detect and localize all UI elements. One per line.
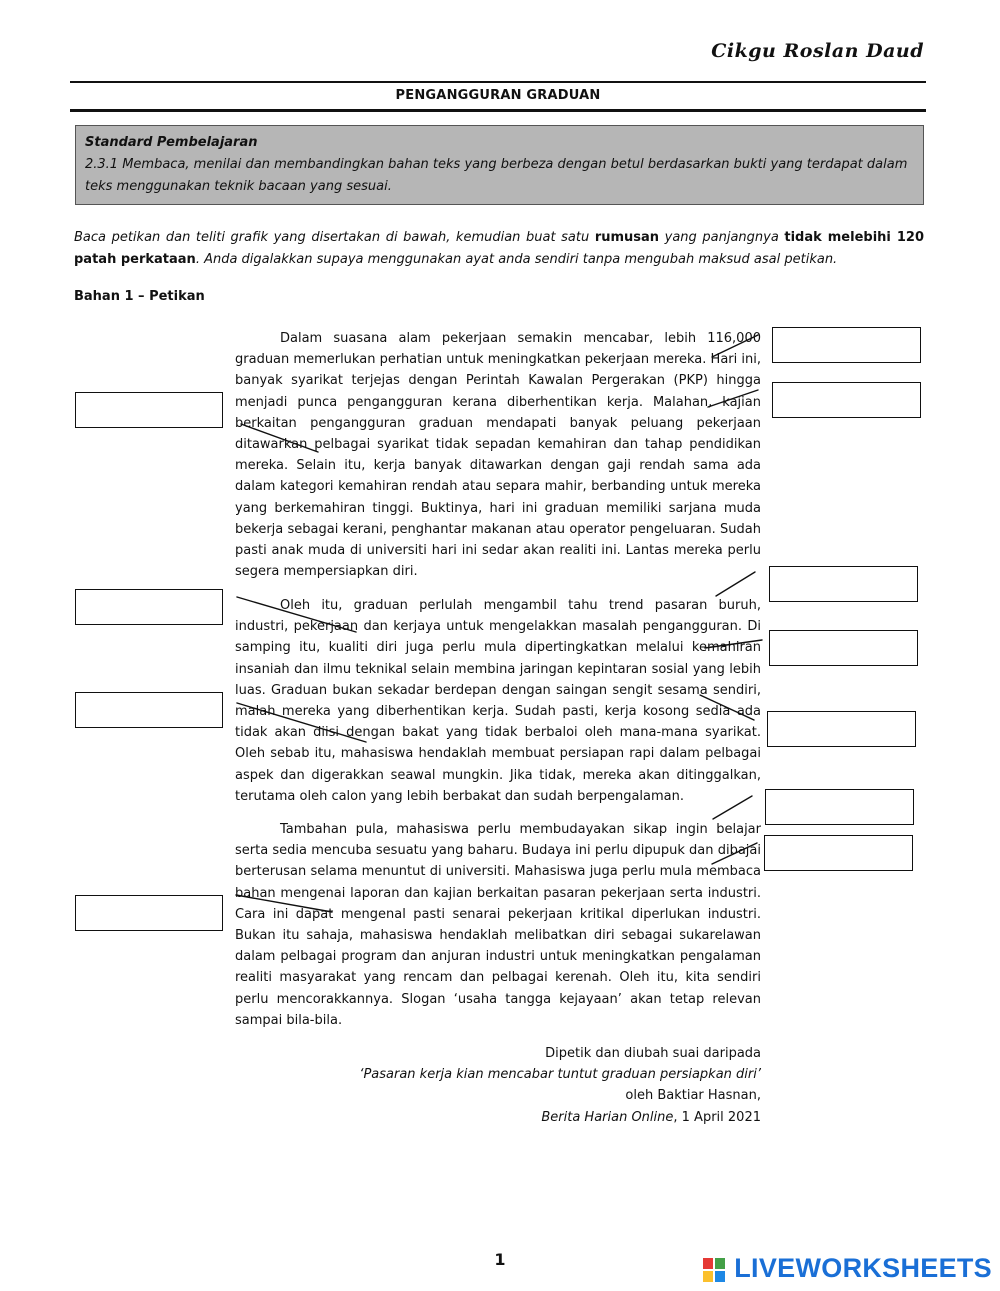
answer-box-left-2[interactable] <box>75 589 223 625</box>
header-rule-top <box>70 81 926 83</box>
source-line-3: oleh Baktiar Hasnan, <box>625 1088 761 1104</box>
answer-box-right-7[interactable] <box>764 835 913 871</box>
instruction-bold-summary: rumusan <box>594 230 660 245</box>
answer-box-right-6[interactable] <box>765 789 914 825</box>
answer-box-right-1[interactable] <box>772 327 921 363</box>
material-label: Bahan 1 – Petikan <box>74 289 205 304</box>
source-line-1: Dipetik dan diubah suai daripada <box>545 1046 761 1061</box>
source-line-4 <box>300 1107 761 1128</box>
page-number: 1 <box>494 1250 506 1269</box>
answer-box-right-2[interactable] <box>772 382 921 418</box>
paragraph-1-text: Dalam suasana alam pekerjaan semakin mencabar, lebih 116,000 graduan memerlukan perhatian untuk meningkatkan pekerjaan mereka. Hari ini, banyak syarikat terjejas dengan Perintah Kawalan Pergerakan (PKP) hingga menjadi punca pengangguran kerana diberhentikan kerja. Malahan, kajian berkaitan pengangguran graduan mendapati banyak peluang pekerjaan ditawarkan pelbagai syarikat tidak sepadan kemahiran dan tahap pendidikan mereka. Selain itu, kerja banyak ditawarkan dengan gaji rendah sama ada dalam kategori kemahiran rendah atau separa mahir, berbanding untuk mereka yang berkemahiran tinggi. Buktinya, hari ini graduan memiliki sarjana muda bekerja sebagai kerani, penghantar makanan atau operator pengeluaran. Sudah pasti anak muda di universiti hari ini sedar akan realiti ini. Lantas mereka perlu segera mempersiapkan diri. <box>235 331 761 580</box>
answer-box-left-3[interactable] <box>75 692 223 728</box>
passage-paragraph-2 <box>235 595 761 807</box>
brand-watermark[interactable]: LIVEWORKSHEETS <box>734 1253 992 1283</box>
page-title: PENGANGGURAN GRADUAN <box>395 88 601 103</box>
answer-box-right-4[interactable] <box>769 630 918 666</box>
source-date: , 1 April 2021 <box>673 1109 761 1125</box>
liveworksheets-logo-icon <box>703 1258 725 1282</box>
header-rule-bottom <box>70 109 926 112</box>
paragraph-3-text: Tambahan pula, mahasiswa perlu membudayakan sikap ingin belajar serta sedia mencuba sesuatu yang baharu. Budaya ini perlu dipupuk dan dibajai berterusan selama menuntut di universiti. Mahasiswa juga perlu mula membaca bahan mengenai laporan dan kajian berkaitan pasaran pekerjaan serta industri. Cara ini dapat mengenal pasti senarai pekerjaan kritikal diperlukan industri. Bukan itu sahaja, mahasiswa hendaklah melibatkan diri sebagai sukarelawan dalam pelbagai program dan anjuran industri untuk meningkatkan pengalaman realiti masyarakat yang rencam dan pelbagai kerenah. Oleh itu, kita sendiri perlu mencorakkannya. Slogan ‘usaha tangga kejayaan’ akan tetap relevan sampai bila-bila. <box>235 822 761 1028</box>
author-signature: Cikgu Roslan Daud <box>711 40 924 62</box>
instruction-text <box>74 227 924 271</box>
answer-box-right-3[interactable] <box>769 566 918 602</box>
instruction-bold-limit: tidak melebihi 120 patah perkataan <box>74 230 924 267</box>
instruction-part3: . Anda digalakkan supaya menggunakan ayat anda sendiri tanpa mengubah maksud asal petikan. <box>195 252 838 267</box>
source-citation <box>300 1043 761 1128</box>
instruction-part2: yang panjangnya <box>659 230 785 245</box>
learning-standard-box <box>75 125 924 205</box>
answer-box-left-4[interactable] <box>75 895 223 931</box>
passage-paragraph-1 <box>235 328 761 582</box>
answer-box-left-1[interactable] <box>75 392 223 428</box>
passage-paragraph-3 <box>235 819 761 1031</box>
source-publication: Berita Harian Online <box>541 1109 674 1125</box>
answer-box-right-5[interactable] <box>767 711 916 747</box>
instruction-part1: Baca petikan dan teliti grafik yang disertakan di bawah, kemudian buat satu <box>74 230 595 245</box>
standard-text: 2.3.1 Membaca, menilai dan membandingkan bahan teks yang berbeza dengan betul berdasarkan bukti yang terdapat dalam teks menggunakan teknik bacaan yang sesuai. <box>85 157 908 194</box>
source-line-2: ‘Pasaran kerja kian mencabar tuntut graduan persiapkan diri’ <box>359 1067 761 1083</box>
standard-label: Standard Pembelajaran <box>85 135 258 150</box>
paragraph-2-text: Oleh itu, graduan perlulah mengambil tahu trend pasaran buruh, industri, pekerjaan dan kerjaya untuk mengelakkan masalah pengangguran. Di samping itu, kualiti diri juga perlu mula dipertingkatkan melalui kemahiran insaniah dan ilmu teknikal selain membina jaringan kepintaran sosial yang lebih luas. Graduan bukan sekadar berdepan dengan saingan sengit sesama sendiri, malah mereka yang diberhentikan kerja. Sudah pasti, kerja kosong sedia ada tidak akan diisi dengan bakat yang tidak berbaloi oleh mana-mana syarikat. Oleh sebab itu, mahasiswa hendaklah membuat persiapan rapi dalam pelbagai aspek dan digerakkan seawal mungkin. Jika tidak, mereka akan ditinggalkan, terutama oleh calon yang lebih berbakat dan sudah berpengalaman. <box>235 598 761 804</box>
